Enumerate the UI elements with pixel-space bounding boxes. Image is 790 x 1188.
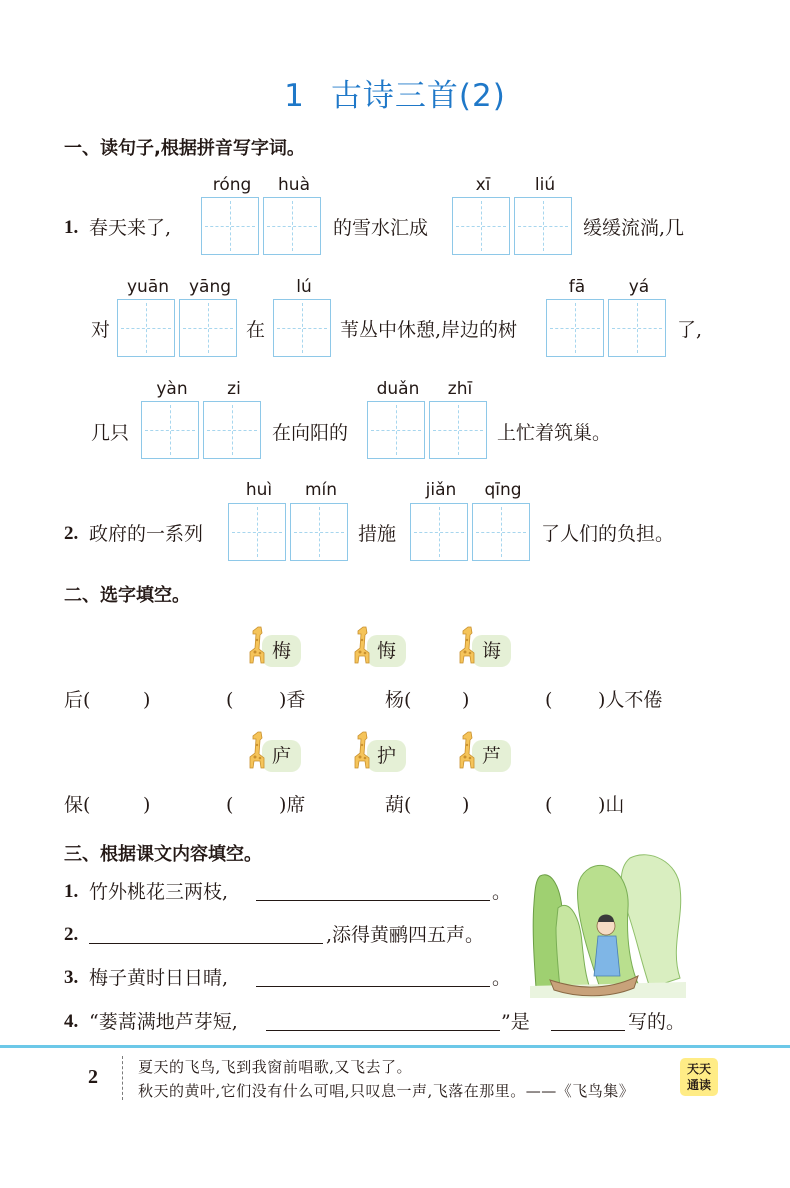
footer-divider	[122, 1056, 123, 1100]
option-chip	[454, 738, 520, 774]
footer-quote-line: 夏天的飞鸟,飞到我窗前唱歌,又飞去了。	[138, 1058, 413, 1076]
question-text: “蒌蒿满地芦芽短,	[89, 1011, 238, 1033]
option-chip	[349, 633, 415, 669]
writing-box[interactable]	[117, 299, 175, 357]
writing-box[interactable]	[290, 503, 348, 561]
answer-line[interactable]	[256, 986, 490, 987]
question-text: ,添得黄鹂四五声。	[326, 924, 485, 946]
giraffe-icon	[454, 625, 478, 665]
question-number: 2.	[64, 523, 79, 544]
fill-text: )	[462, 794, 470, 816]
fill-text: )人不倦	[598, 689, 663, 711]
fill-text: )	[462, 689, 470, 711]
sentence-text: 缓缓流淌,几	[583, 217, 685, 239]
option-char: 悔	[367, 635, 406, 667]
pinyin: yá	[628, 277, 650, 297]
option-char: 庐	[262, 740, 301, 772]
pinyin: zi	[227, 379, 241, 399]
footer-quote-line: 秋天的黄叶,它们没有什么可唱,只叹息一声,飞落在那里。——《飞鸟集》	[138, 1082, 635, 1100]
fill-text: )	[143, 794, 151, 816]
fill-text: 杨(	[385, 689, 412, 711]
question-text: 。	[492, 967, 512, 989]
section2-heading: 二、选字填空。	[64, 585, 190, 606]
question-text: 。	[492, 881, 512, 903]
sentence-text: 政府的一系列	[89, 523, 204, 545]
sentence-text: 的雪水汇成	[333, 217, 429, 239]
question-text: 写的。	[628, 1011, 686, 1033]
question-number: 4.	[64, 1011, 79, 1032]
pinyin: yuān	[126, 277, 170, 297]
fill-text: )席	[279, 794, 306, 816]
section3-heading: 三、根据课文内容填空。	[64, 844, 262, 865]
pinyin: zhī	[447, 379, 473, 399]
option-chip	[454, 633, 520, 669]
writing-box[interactable]	[201, 197, 259, 255]
sentence-text: 在向阳的	[272, 422, 349, 444]
option-char: 诲	[472, 635, 511, 667]
writing-box[interactable]	[228, 503, 286, 561]
sentence-text: 了,	[677, 319, 703, 341]
writing-box[interactable]	[273, 299, 331, 357]
writing-box[interactable]	[514, 197, 572, 255]
question-text: 竹外桃花三两枝,	[89, 881, 229, 903]
question-number: 3.	[64, 967, 79, 988]
page-number: 2	[88, 1066, 98, 1088]
fill-text: 保(	[64, 794, 91, 816]
giraffe-icon	[454, 730, 478, 770]
fill-text: )香	[279, 689, 306, 711]
sentence-text: 上忙着筑巢。	[497, 422, 612, 444]
writing-box[interactable]	[263, 197, 321, 255]
pinyin: jiǎn	[425, 480, 457, 500]
answer-line[interactable]	[266, 1030, 500, 1031]
section1-heading: 一、读句子,根据拼音写字词。	[64, 138, 305, 159]
pinyin: fā	[568, 277, 586, 297]
option-chip	[244, 738, 310, 774]
fill-text: )	[143, 689, 151, 711]
question-number: 2.	[64, 924, 79, 945]
pinyin: duǎn	[376, 379, 420, 399]
giraffe-icon	[349, 625, 373, 665]
pinyin: liú	[534, 175, 556, 195]
question-number: 1.	[64, 217, 79, 238]
badge-line: 天天	[686, 1062, 711, 1076]
writing-box[interactable]	[203, 401, 261, 459]
sentence-text: 苇丛中休憩,岸边的树	[340, 319, 518, 341]
fill-text: 葫(	[385, 794, 412, 816]
writing-box[interactable]	[429, 401, 487, 459]
option-chip	[244, 633, 310, 669]
pinyin: huì	[245, 480, 273, 500]
pinyin: róng	[212, 175, 252, 195]
writing-box[interactable]	[452, 197, 510, 255]
writing-box[interactable]	[546, 299, 604, 357]
sentence-text: 了人们的负担。	[541, 523, 675, 545]
answer-line[interactable]	[89, 943, 323, 944]
poem-illustration	[530, 848, 686, 998]
writing-box[interactable]	[367, 401, 425, 459]
option-char: 护	[367, 740, 406, 772]
lesson-number: 1	[284, 78, 305, 114]
pinyin: huà	[278, 175, 310, 195]
pinyin: xī	[475, 175, 491, 195]
answer-line[interactable]	[256, 900, 490, 901]
pinyin: lú	[296, 277, 312, 297]
question-number: 1.	[64, 881, 79, 902]
option-chip	[349, 738, 415, 774]
fill-text: (	[226, 794, 234, 816]
sentence-text: 措施	[358, 523, 397, 545]
pinyin: yàn	[156, 379, 188, 399]
fill-text: (	[545, 794, 553, 816]
fill-text: (	[545, 689, 553, 711]
fill-text: 后(	[64, 689, 91, 711]
pinyin: yāng	[188, 277, 232, 297]
answer-line[interactable]	[551, 1030, 625, 1031]
daily-reading-badge	[680, 1058, 718, 1096]
giraffe-icon	[244, 730, 268, 770]
option-char: 芦	[472, 740, 511, 772]
question-text: ”是	[501, 1011, 530, 1033]
giraffe-icon	[349, 730, 373, 770]
option-char: 梅	[262, 635, 301, 667]
sentence-text: 在	[246, 319, 266, 341]
fill-text: (	[226, 689, 234, 711]
sentence-text: 几只	[91, 422, 130, 444]
writing-box[interactable]	[410, 503, 468, 561]
lesson-title: 古诗三首(2)	[330, 78, 506, 114]
question-text: 梅子黄时日日晴,	[89, 967, 229, 989]
writing-box[interactable]	[472, 503, 530, 561]
writing-box[interactable]	[179, 299, 237, 357]
writing-box[interactable]	[141, 401, 199, 459]
footer-rule	[0, 1045, 790, 1048]
pinyin: mín	[304, 480, 338, 500]
sentence-text: 对	[91, 319, 111, 341]
badge-line: 通读	[686, 1078, 711, 1092]
page-title	[0, 70, 790, 115]
pinyin: qīng	[484, 480, 522, 500]
fill-text: )山	[598, 794, 625, 816]
writing-box[interactable]	[608, 299, 666, 357]
sentence-text: 春天来了,	[89, 217, 172, 239]
giraffe-icon	[244, 625, 268, 665]
